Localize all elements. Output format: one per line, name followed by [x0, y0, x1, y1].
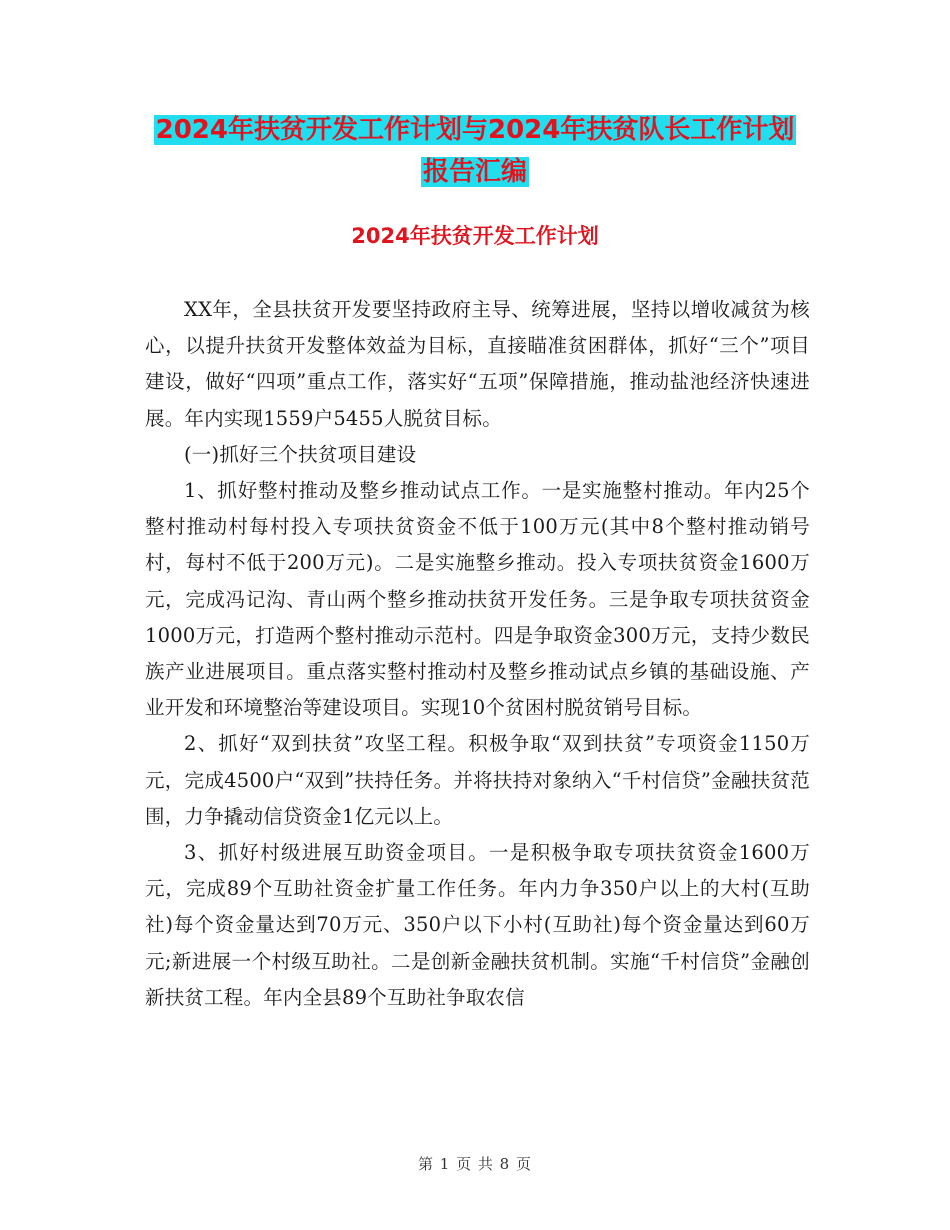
document-title-line-2: 报告汇编 [422, 157, 527, 187]
paragraph-heading-projects: (一)抓好三个扶贫项目建设 [184, 442, 417, 466]
page-number-footer: 第 1 页 共 8 页 [418, 1155, 532, 1173]
paragraph-intro: XX年，全县扶贫开发要坚持政府主导、统筹进展，坚持以增收减贫为核心，以提升扶贫开发整体效益为目标，直接瞄准贫困群体，抓好“三个”项目建设，做好“四项”重点工作，落实好“五项”保障措施，推动盐池经济快速进展。年内实现1559户5455人脱贫目标。 [145, 298, 810, 430]
paragraph-item-3: 3、抓好村级进展互助资金项目。一是积极争取专项扶贫资金1600万元，完成89个互助社资金扩量工作任务。年内力争350户以上的大村(互助社)每个资金量达到70万元、350户以下小村(互助社)每个资金量达到60万元;新进展一个村级互助社。二是创新金融扶贫机制。实施“千村信贷”金融创新扶贫工程。年内全县89个互助社争取农信 [145, 841, 810, 1009]
paragraph-item-1: 1、抓好整村推动及整乡推动试点工作。一是实施整村推动。年内25个整村推动村每村投入专项扶贫资金不低于100万元(其中8个整村推动销号村，每村不低于200万元)。二是实施整乡推动。投入专项扶贫资金1600万元，完成冯记沟、青山两个整乡推动扶贫开发任务。三是争取专项扶贫资金1000万元，打造两个整村推动示范村。四是争取资金300万元，支持少数民族产业进展项目。重点落实整村推动村及整乡推动试点乡镇的基础设施、产业开发和环境整治等建设项目。实现10个贫困村脱贫销号目标。 [145, 479, 810, 720]
section-title: 2024年扶贫开发工作计划 [351, 224, 599, 248]
document-body [145, 292, 810, 1016]
document-title-line-1: 2024年扶贫开发工作计划与2024年扶贫队长工作计划 [155, 115, 795, 145]
paragraph-item-2: 2、抓好“双到扶贫”攻坚工程。积极争取“双到扶贫”专项资金1150万元，完成4500户“双到”扶持任务。并将扶持对象纳入“千村信贷”金融扶贫范围，力争撬动信贷资金1亿元以上。 [145, 732, 810, 828]
